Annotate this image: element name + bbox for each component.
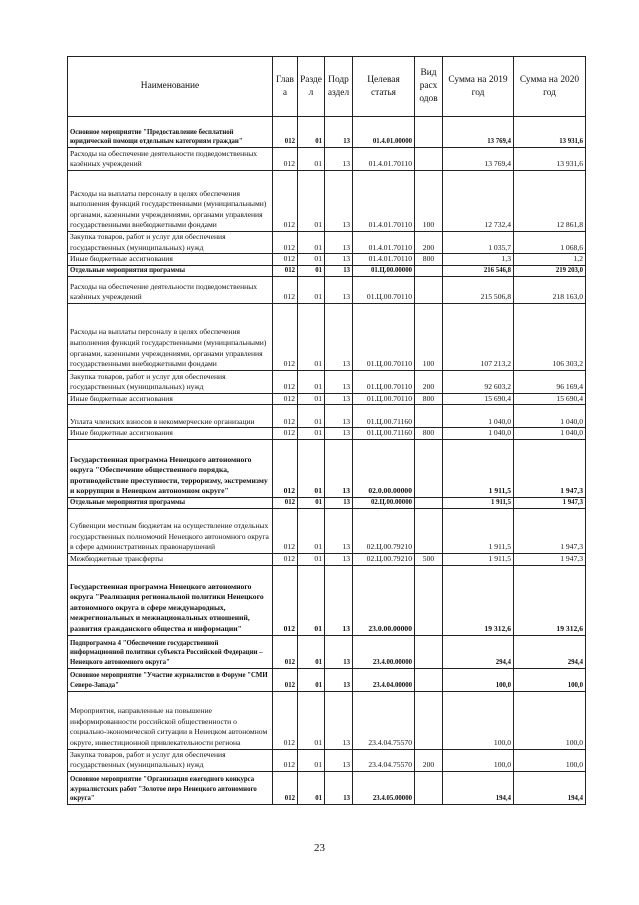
header-target-article: Целевая статья bbox=[353, 57, 415, 117]
table-row bbox=[68, 148, 586, 171]
row-sum-2020: 1 040,0 bbox=[514, 428, 586, 440]
row-chapter: 012 bbox=[273, 771, 298, 804]
row-sum-2019: 100,0 bbox=[443, 691, 514, 749]
row-chapter: 012 bbox=[273, 254, 298, 266]
row-sum-2019: 15 690,4 bbox=[443, 393, 514, 405]
row-target-article: 02.Ц.00.79210 bbox=[353, 553, 415, 565]
table-row bbox=[68, 749, 586, 771]
row-name: Закупка товаров, работ и услуг для обеспечения государственных (муниципальных) нужд bbox=[68, 370, 273, 393]
row-target-article: 01.4.01.70110 bbox=[353, 171, 415, 232]
row-sum-2020: 194,4 bbox=[514, 771, 586, 804]
row-sum-2020: 19 312,6 bbox=[514, 565, 586, 635]
row-expense-type bbox=[415, 117, 443, 148]
row-section: 01 bbox=[298, 254, 325, 266]
row-sum-2019: 100,0 bbox=[443, 668, 514, 691]
row-section: 01 bbox=[298, 276, 325, 303]
row-sum-2020: 219 203,0 bbox=[514, 265, 586, 276]
row-target-article: 01.Ц.00.70110 bbox=[353, 276, 415, 303]
table-row bbox=[68, 117, 586, 148]
row-name: Основное мероприятие "Участие журналистов в Форуме "СМИ Северо-Запада" bbox=[68, 668, 273, 691]
row-sum-2019: 1 040,0 bbox=[443, 428, 514, 440]
header-name: Наименование bbox=[68, 57, 273, 117]
row-sum-2020: 1,2 bbox=[514, 254, 586, 266]
row-subsection: 13 bbox=[325, 254, 353, 266]
table-row bbox=[68, 393, 586, 405]
row-sum-2020: 13 931,6 bbox=[514, 148, 586, 171]
row-sum-2020: 100,0 bbox=[514, 668, 586, 691]
row-sum-2019: 294,4 bbox=[443, 635, 514, 668]
row-chapter: 012 bbox=[273, 303, 298, 370]
row-sum-2020: 294,4 bbox=[514, 635, 586, 668]
row-expense-type: 200 bbox=[415, 370, 443, 393]
row-name: Закупка товаров, работ и услуг для обеспечения государственных (муниципальных) нужд bbox=[68, 232, 273, 254]
row-subsection: 13 bbox=[325, 303, 353, 370]
row-section: 01 bbox=[298, 117, 325, 148]
row-name: Основное мероприятие "Предоставление бесплатной юридической помощи отдельным категориям граждан" bbox=[68, 117, 273, 148]
table-row bbox=[68, 265, 586, 276]
row-sum-2020: 13 931,6 bbox=[514, 117, 586, 148]
table-row bbox=[68, 771, 586, 804]
page-number: 23 bbox=[314, 842, 325, 854]
row-target-article: 02.0.00.00000 bbox=[353, 439, 415, 497]
row-sum-2019: 194,4 bbox=[443, 771, 514, 804]
row-section: 01 bbox=[298, 668, 325, 691]
row-name: Расходы на выплаты персоналу в целях обеспечения выполнения функций государственными (муниципальными) органами, казенными учреждениями, органами управления государственными внебюджетными фондами bbox=[68, 303, 273, 370]
row-name: Иные бюджетные ассигнования bbox=[68, 428, 273, 440]
row-expense-type bbox=[415, 771, 443, 804]
row-expense-type bbox=[415, 148, 443, 171]
row-subsection: 13 bbox=[325, 635, 353, 668]
row-subsection: 13 bbox=[325, 117, 353, 148]
table-row bbox=[68, 439, 586, 497]
table-row bbox=[68, 497, 586, 508]
table-row bbox=[68, 635, 586, 668]
row-subsection: 13 bbox=[325, 553, 353, 565]
row-name: Уплата членских взносов в некоммерческие организации bbox=[68, 405, 273, 428]
row-subsection: 13 bbox=[325, 691, 353, 749]
row-target-article: 01.4.01.00000 bbox=[353, 117, 415, 148]
row-section: 01 bbox=[298, 497, 325, 508]
row-sum-2019: 13 769,4 bbox=[443, 117, 514, 148]
row-section: 01 bbox=[298, 553, 325, 565]
row-chapter: 012 bbox=[273, 565, 298, 635]
row-target-article: 01.Ц.00.71160 bbox=[353, 405, 415, 428]
row-chapter: 012 bbox=[273, 508, 298, 553]
row-sum-2019: 12 732,4 bbox=[443, 171, 514, 232]
row-target-article: 02.Ц.00.00000 bbox=[353, 497, 415, 508]
row-section: 01 bbox=[298, 771, 325, 804]
row-section: 01 bbox=[298, 508, 325, 553]
row-chapter: 012 bbox=[273, 171, 298, 232]
row-sum-2019: 107 213,2 bbox=[443, 303, 514, 370]
header-expense-type: Вид расх одов bbox=[415, 57, 443, 117]
row-sum-2020: 1 947,3 bbox=[514, 553, 586, 565]
row-subsection: 13 bbox=[325, 668, 353, 691]
row-sum-2020: 106 303,2 bbox=[514, 303, 586, 370]
row-target-article: 01.Ц.00.70110 bbox=[353, 393, 415, 405]
row-sum-2020: 1 947,3 bbox=[514, 497, 586, 508]
row-sum-2019: 1,3 bbox=[443, 254, 514, 266]
row-name: Межбюджетные трансферты bbox=[68, 553, 273, 565]
row-chapter: 012 bbox=[273, 553, 298, 565]
row-sum-2019: 100,0 bbox=[443, 749, 514, 771]
row-expense-type bbox=[415, 439, 443, 497]
row-expense-type: 800 bbox=[415, 254, 443, 266]
row-name: Отдельные мероприятия программы bbox=[68, 497, 273, 508]
row-chapter: 012 bbox=[273, 148, 298, 171]
row-subsection: 13 bbox=[325, 428, 353, 440]
table-row bbox=[68, 276, 586, 303]
row-subsection: 13 bbox=[325, 508, 353, 553]
row-name: Основное мероприятие "Организация ежегодного конкурса журналистских работ "Золотое перо Ненецкого автономного округа" bbox=[68, 771, 273, 804]
table-row bbox=[68, 254, 586, 266]
row-section: 01 bbox=[298, 303, 325, 370]
row-chapter: 012 bbox=[273, 749, 298, 771]
row-name: Расходы на обеспечение деятельности подведомственных казённых учреждений bbox=[68, 276, 273, 303]
row-name: Расходы на обеспечение деятельности подведомственных казённых учреждений bbox=[68, 148, 273, 171]
row-chapter: 012 bbox=[273, 497, 298, 508]
row-name: Закупка товаров, работ и услуг для обеспечения государственных (муниципальных) нужд bbox=[68, 749, 273, 771]
row-subsection: 13 bbox=[325, 232, 353, 254]
row-subsection: 13 bbox=[325, 497, 353, 508]
row-name: Мероприятия, направленные на повышение информированности российской общественности о социально-экономической ситуации в Ненецком автономном округе, инвестиционной привлекательности региона bbox=[68, 691, 273, 749]
budget-table bbox=[67, 56, 586, 805]
row-sum-2019: 216 546,8 bbox=[443, 265, 514, 276]
row-target-article: 01.4.01.70110 bbox=[353, 254, 415, 266]
table-row bbox=[68, 428, 586, 440]
row-target-article: 01.Ц.00.71160 bbox=[353, 428, 415, 440]
table-body bbox=[68, 117, 586, 805]
row-section: 01 bbox=[298, 393, 325, 405]
row-sum-2019: 1 911,5 bbox=[443, 508, 514, 553]
row-name: Государственная программа Ненецкого автономного округа "Реализация региональной политики Ненецкого автономного округа в сфере международных, межрегиональных и межнациональных отношений, развития гражданского общества и информации" bbox=[68, 565, 273, 635]
row-subsection: 13 bbox=[325, 370, 353, 393]
row-sum-2020: 1 947,3 bbox=[514, 508, 586, 553]
row-expense-type bbox=[415, 265, 443, 276]
row-sum-2020: 100,0 bbox=[514, 691, 586, 749]
row-name: Субвенции местным бюджетам на осуществление отдельных государственных полномочий Ненецкого автономного округа в сфере административных правонарушений bbox=[68, 508, 273, 553]
header-section: Разде л bbox=[298, 57, 325, 117]
row-expense-type bbox=[415, 668, 443, 691]
table-row bbox=[68, 565, 586, 635]
row-target-article: 02.Ц.00.79210 bbox=[353, 508, 415, 553]
row-section: 01 bbox=[298, 749, 325, 771]
row-chapter: 012 bbox=[273, 232, 298, 254]
row-sum-2019: 1 035,7 bbox=[443, 232, 514, 254]
row-sum-2020: 100,0 bbox=[514, 749, 586, 771]
row-expense-type: 200 bbox=[415, 232, 443, 254]
row-section: 01 bbox=[298, 265, 325, 276]
row-section: 01 bbox=[298, 171, 325, 232]
row-expense-type: 800 bbox=[415, 428, 443, 440]
row-section: 01 bbox=[298, 635, 325, 668]
row-chapter: 012 bbox=[273, 668, 298, 691]
row-sum-2020: 218 163,0 bbox=[514, 276, 586, 303]
row-section: 01 bbox=[298, 691, 325, 749]
row-chapter: 012 bbox=[273, 405, 298, 428]
row-chapter: 012 bbox=[273, 428, 298, 440]
row-chapter: 012 bbox=[273, 265, 298, 276]
row-target-article: 01.Ц.00.70110 bbox=[353, 303, 415, 370]
row-target-article: 23.4.05.00000 bbox=[353, 771, 415, 804]
table-row bbox=[68, 405, 586, 428]
row-expense-type: 200 bbox=[415, 749, 443, 771]
row-target-article: 01.4.01.70110 bbox=[353, 148, 415, 171]
row-name: Отдельные мероприятия программы bbox=[68, 265, 273, 276]
row-sum-2019: 215 506,8 bbox=[443, 276, 514, 303]
row-section: 01 bbox=[298, 405, 325, 428]
table-row bbox=[68, 232, 586, 254]
row-chapter: 012 bbox=[273, 393, 298, 405]
row-subsection: 13 bbox=[325, 393, 353, 405]
row-expense-type bbox=[415, 508, 443, 553]
row-expense-type bbox=[415, 635, 443, 668]
table-row bbox=[68, 171, 586, 232]
row-expense-type bbox=[415, 497, 443, 508]
row-target-article: 23.4.00.00000 bbox=[353, 635, 415, 668]
header-sum-2020: Сумма на 2020 год bbox=[514, 57, 586, 117]
row-section: 01 bbox=[298, 565, 325, 635]
table-row bbox=[68, 691, 586, 749]
header-chapter: Глав а bbox=[273, 57, 298, 117]
table-row bbox=[68, 508, 586, 553]
row-target-article: 01.4.01.70110 bbox=[353, 232, 415, 254]
row-chapter: 012 bbox=[273, 635, 298, 668]
row-subsection: 13 bbox=[325, 749, 353, 771]
row-target-article: 01.Ц.00.00000 bbox=[353, 265, 415, 276]
row-section: 01 bbox=[298, 232, 325, 254]
row-sum-2020: 1 040,0 bbox=[514, 405, 586, 428]
row-name: Государственная программа Ненецкого автономного округа "Обеспечение общественного порядка, противодействие преступности, терроризму, экстремизму и коррупции в Ненецком автономном округе" bbox=[68, 439, 273, 497]
row-subsection: 13 bbox=[325, 405, 353, 428]
row-sum-2020: 1 947,3 bbox=[514, 439, 586, 497]
row-subsection: 13 bbox=[325, 148, 353, 171]
row-sum-2019: 1 911,5 bbox=[443, 497, 514, 508]
table-row bbox=[68, 370, 586, 393]
row-sum-2019: 1 911,5 bbox=[443, 439, 514, 497]
row-name: Иные бюджетные ассигнования bbox=[68, 254, 273, 266]
row-section: 01 bbox=[298, 439, 325, 497]
table-header-row bbox=[68, 57, 586, 117]
row-target-article: 23.4.04.75570 bbox=[353, 749, 415, 771]
row-sum-2020: 15 690,4 bbox=[514, 393, 586, 405]
header-subsection: Подр аздел bbox=[325, 57, 353, 117]
table-row bbox=[68, 303, 586, 370]
row-sum-2019: 1 040,0 bbox=[443, 405, 514, 428]
row-subsection: 13 bbox=[325, 276, 353, 303]
row-expense-type bbox=[415, 691, 443, 749]
table-row bbox=[68, 668, 586, 691]
row-section: 01 bbox=[298, 148, 325, 171]
row-sum-2019: 19 312,6 bbox=[443, 565, 514, 635]
row-target-article: 23.4.04.00000 bbox=[353, 668, 415, 691]
row-sum-2019: 92 603,2 bbox=[443, 370, 514, 393]
row-expense-type: 500 bbox=[415, 553, 443, 565]
row-target-article: 23.0.00.00000 bbox=[353, 565, 415, 635]
row-expense-type: 100 bbox=[415, 303, 443, 370]
row-expense-type: 800 bbox=[415, 393, 443, 405]
row-sum-2020: 96 169,4 bbox=[514, 370, 586, 393]
row-chapter: 012 bbox=[273, 691, 298, 749]
row-name: Подпрограмма 4 "Обеспечение государственной информационной политики субъекта Российской Федерации – Ненецкого автономного округа" bbox=[68, 635, 273, 668]
row-expense-type bbox=[415, 276, 443, 303]
row-expense-type: 100 bbox=[415, 171, 443, 232]
row-subsection: 13 bbox=[325, 565, 353, 635]
row-expense-type bbox=[415, 565, 443, 635]
row-sum-2019: 1 911,5 bbox=[443, 553, 514, 565]
row-chapter: 012 bbox=[273, 117, 298, 148]
row-chapter: 012 bbox=[273, 276, 298, 303]
row-expense-type bbox=[415, 405, 443, 428]
row-sum-2020: 12 861,8 bbox=[514, 171, 586, 232]
row-section: 01 bbox=[298, 370, 325, 393]
row-sum-2019: 13 769,4 bbox=[443, 148, 514, 171]
row-subsection: 13 bbox=[325, 265, 353, 276]
header-sum-2019: Сумма на 2019 год bbox=[443, 57, 514, 117]
row-name: Расходы на выплаты персоналу в целях обеспечения выполнения функций государственными (муниципальными) органами, казенными учреждениями, органами управления государственными внебюджетными фондами bbox=[68, 171, 273, 232]
row-name: Иные бюджетные ассигнования bbox=[68, 393, 273, 405]
table-row bbox=[68, 553, 586, 565]
row-sum-2020: 1 068,6 bbox=[514, 232, 586, 254]
row-section: 01 bbox=[298, 428, 325, 440]
row-target-article: 23.4.04.75570 bbox=[353, 691, 415, 749]
row-subsection: 13 bbox=[325, 439, 353, 497]
row-chapter: 012 bbox=[273, 439, 298, 497]
row-subsection: 13 bbox=[325, 171, 353, 232]
row-target-article: 01.Ц.00.70110 bbox=[353, 370, 415, 393]
row-chapter: 012 bbox=[273, 370, 298, 393]
row-subsection: 13 bbox=[325, 771, 353, 804]
